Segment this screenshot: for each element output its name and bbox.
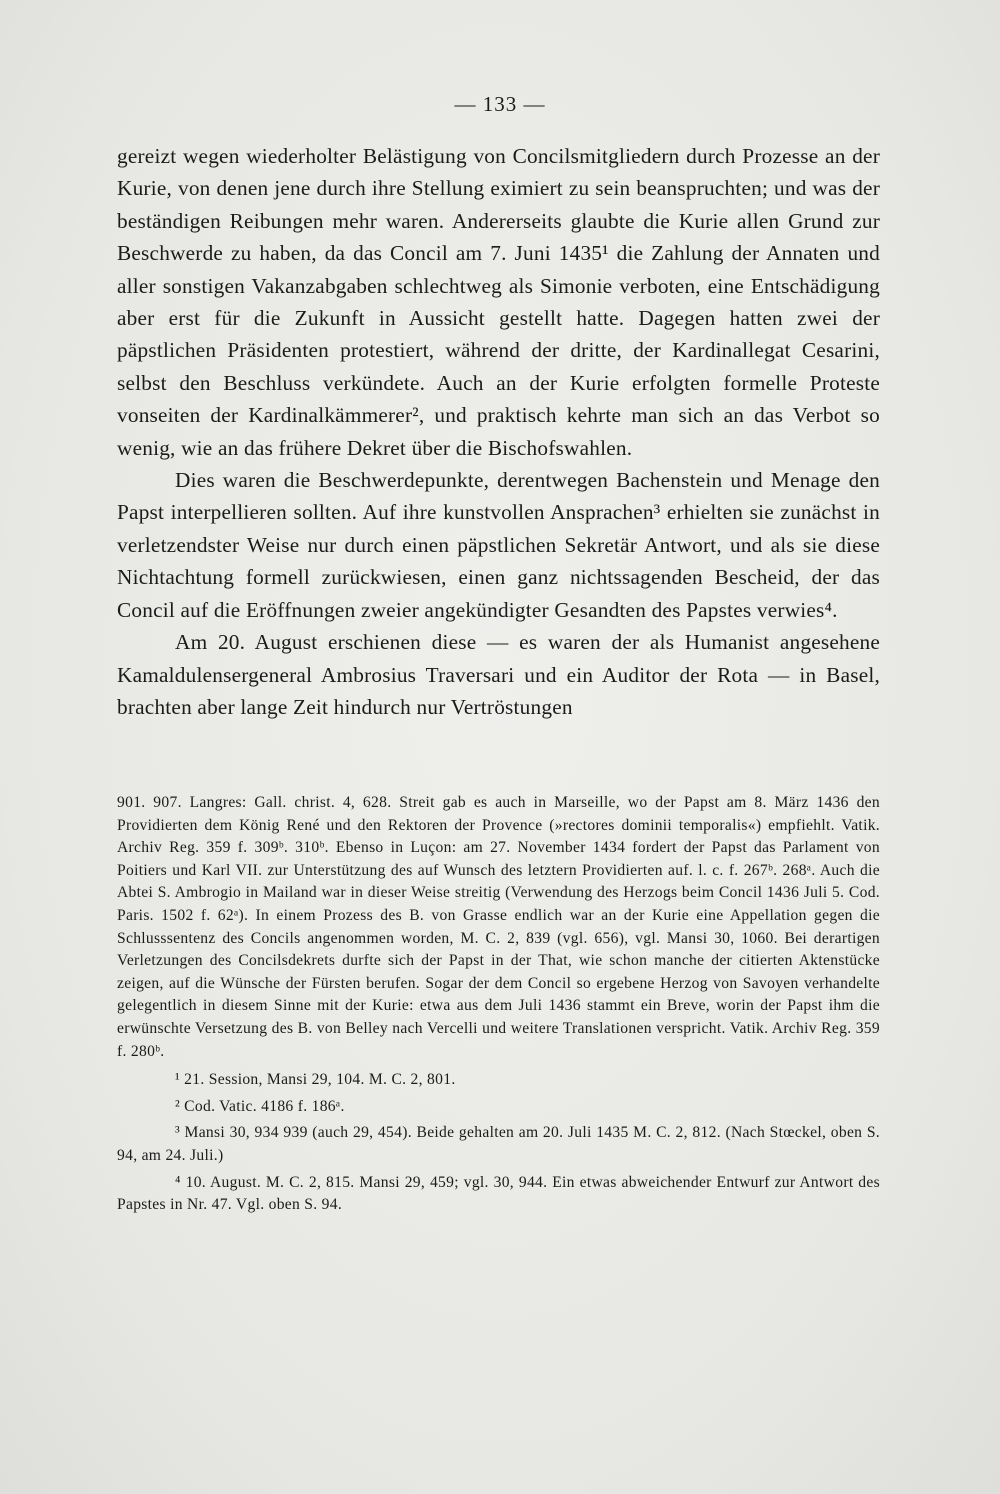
paragraph-3: Am 20. August erschienen diese — es waren der als Humanist angesehene Kamaldulensergeneral Ambrosius Traversari und ein Auditor der Rota — in Basel, brachten aber lange Zeit hindurch nur Vertröstungen [117,630,880,719]
footnote-4: ⁴ 10. August. M. C. 2, 815. Mansi 29, 459; vgl. 30, 944. Ein etwas abweichender Entwurf zur Antwort des Papstes in Nr. 47. Vgl. oben S. 94. [117,1173,880,1214]
footnote-2: ² Cod. Vatic. 4186 f. 186ᵃ. [175,1097,345,1115]
paragraph-1: gereizt wegen wiederholter Belästigung von Concilsmitgliedern durch Prozesse an der Kurie, von denen jene durch ihre Stellung eximiert zu sein beanspruchten; und was der beständigen Reibungen mehr waren. Andererseits glaubte die Kurie allen Grund zur Beschwerde zu haben, da das Concil am 7. Juni 1435¹ die Zahlung der Annaten und aller sonstigen Vakanzabgaben schlechtweg als Simonie verboten, eine Entschädigung aber erst für die Zukunft in Aussicht gestellt hatte. Dagegen hatten zwei der päpstlichen Präsidenten protestiert, während der dritte, der Kardinallegat Cesarini, selbst den Beschluss verkündete. Auch an der Kurie erfolgten formelle Proteste vonseiten der Kardinalkämmerer², und praktisch kehrte man sich an das Verbot so wenig, wie an das frühere Dekret über die Bischofswahlen. [117,144,880,460]
footnote-3: ³ Mansi 30, 934 939 (auch 29, 454). Beide gehalten am 20. Juli 1435 M. C. 2, 812. (Nach Stœckel, oben S. 94, am 24. Juli.) [117,1124,880,1164]
footnote-1: ¹ 21. Session, Mansi 29, 104. M. C. 2, 801. [175,1071,456,1089]
page-number: — 133 — [454,92,546,116]
paragraph-2: Dies waren die Beschwerdepunkte, derentwegen Bachenstein und Menage den Papst interpellieren sollten. Auf ihre kunstvollen Ansprachen³ erhielten sie zunächst in verletzendster Weise nur durch einen päpstlichen Sekretär Antwort, und als sie diese Nichtachtung formell zurückwiesen, einen ganz nichtssagenden Bescheid, der das Concil auf die Eröffnungen zweier angekündigter Gesandten des Papstes verwies⁴. [117,468,880,622]
continued-note: 901. 907. Langres: Gall. christ. 4, 628. Streit gab es auch in Marseille, wo der Papst am 8. März 1436 den Providierten dem König René und den Rektoren der Provence (»rectores dominii temporalis«) empfiehlt. Vatik. Archiv Reg. 359 f. 309ᵇ. 310ᵇ. Ebenso in Luçon: am 27. November 1434 fordert der Papst das Parlament von Poitiers und Karl VII. zur Unterstützung des auf Wunsch des letztern Providierten auf. l. c. f. 267ᵇ. 268ᵃ. Auch die Abtei S. Ambrogio in Mailand war in dieser Weise streitig (Verwendung des Herzogs beim Concil 1436 Juli 5. Cod. Paris. 1502 f. 62ᵃ). In einem Prozess des B. von Grasse endlich war an der Kurie eine Appellation gegen die Schlusssentenz des Concils angenommen worden, M. C. 2, 839 (vgl. 656), vgl. Mansi 30, 1060. Bei derartigen Verletzungen des Concilsdekrets durfte sich der Papst in der That, wie schon manche der citierten Aktenstücke zeigen, auf die Wünsche der Fürsten berufen. Sogar der dem Concil so ergebene Herzog von Savoyen verhandelte gelegentlich in diesem Sinne mit der Kurie: etwa aus dem Juli 1436 stammt ein Breve, worin der Papst ihm die erwünschte Versetzung des B. von Belley nach Vercelli und weitere Translationen verspricht. Vatik. Archiv Reg. 359 f. 280ᵇ. [117,794,880,1060]
main-text [117,140,880,723]
footnotes-section [117,792,880,1217]
footnote-list [117,1069,880,1217]
